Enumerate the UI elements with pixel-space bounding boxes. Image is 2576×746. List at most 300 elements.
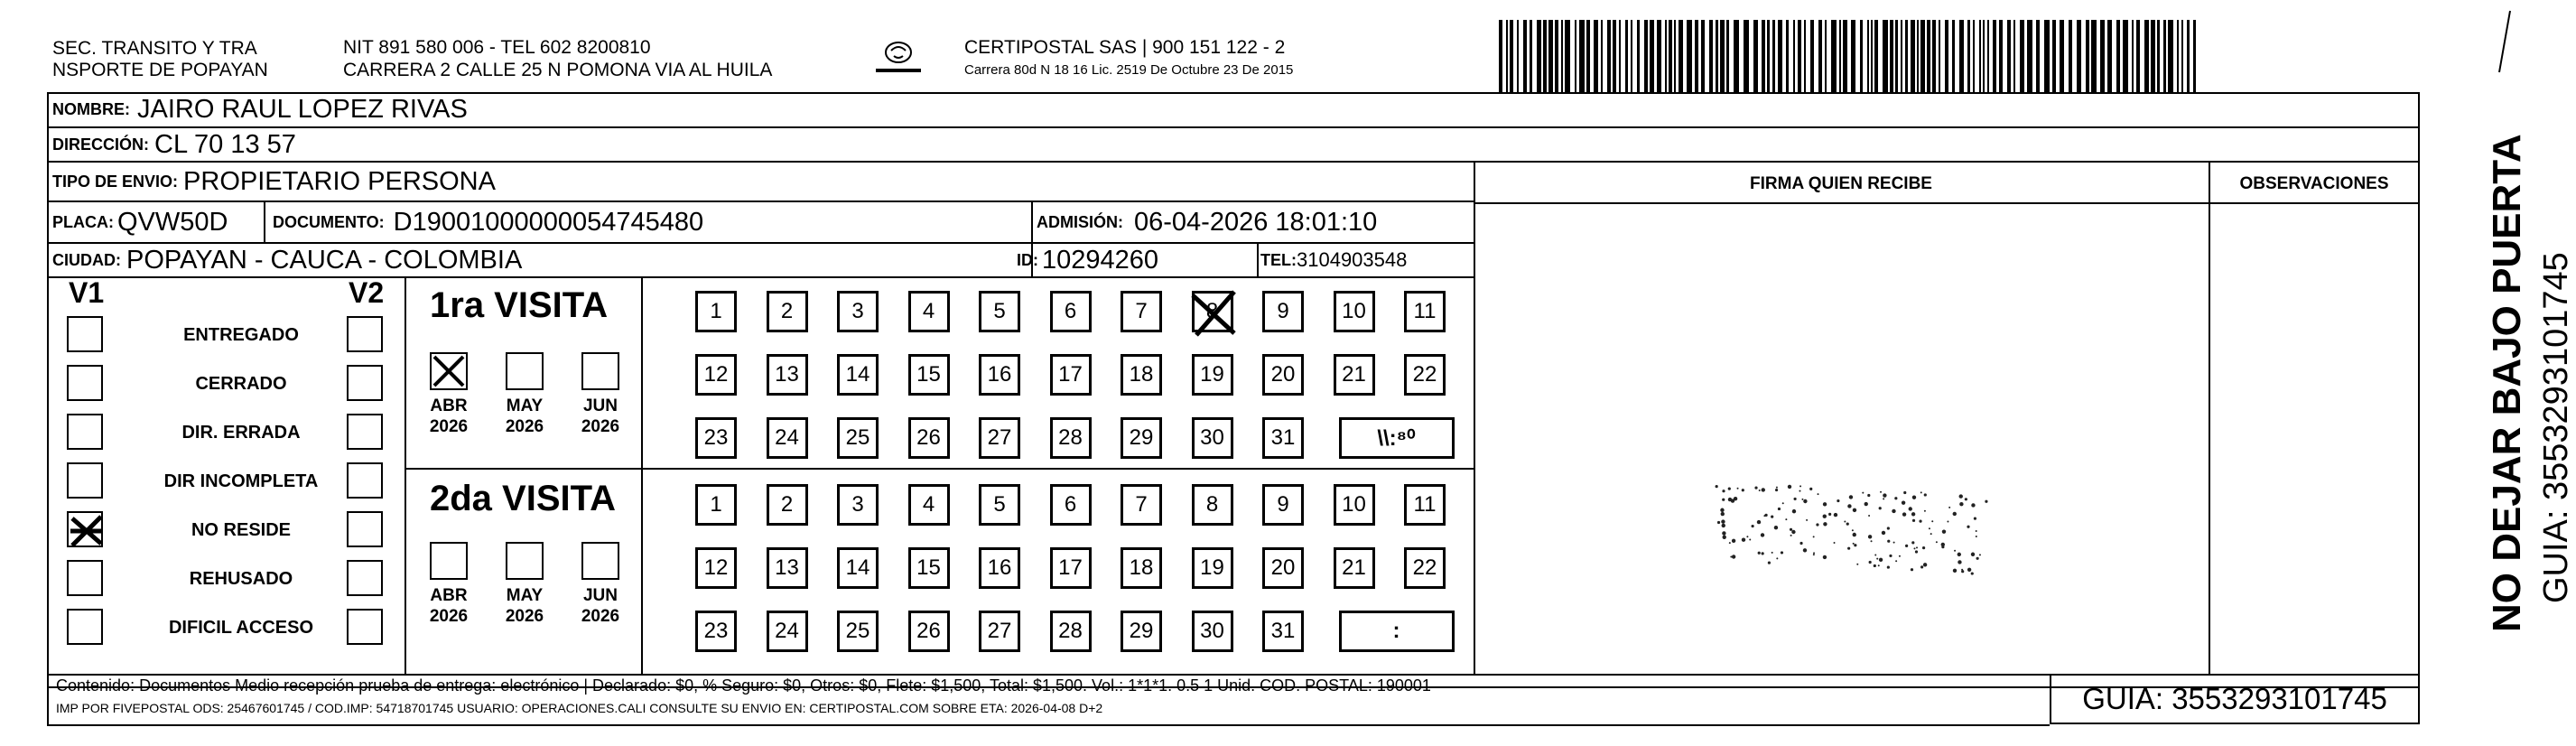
day-box-20[interactable]: 20 <box>1262 547 1304 589</box>
signature-speck <box>1911 541 1914 544</box>
status-label: NO RESIDE <box>191 520 292 540</box>
signature-speck <box>1801 499 1803 500</box>
divider <box>1031 202 1033 278</box>
guia-number: GUIA: 3553293101745 <box>2082 682 2387 715</box>
day-box-17[interactable]: 17 <box>1050 354 1092 396</box>
firma-header: FIRMA QUIEN RECIBE <box>1750 174 1932 193</box>
signature-speck <box>1967 526 1969 528</box>
day-box-10[interactable]: 10 <box>1334 291 1375 332</box>
signature-speck <box>1793 498 1796 500</box>
day-box-20[interactable]: 20 <box>1262 354 1304 396</box>
direccion-label: DIRECCIÓN: <box>52 135 149 154</box>
day-box-8[interactable] <box>1192 291 1233 332</box>
day-box-13[interactable]: 13 <box>767 354 808 396</box>
sender-contact <box>343 36 772 81</box>
day-box-18[interactable]: 18 <box>1121 354 1162 396</box>
day-box-22[interactable]: 22 <box>1404 354 1446 396</box>
signature-speck <box>1737 488 1739 490</box>
barcode-bar <box>1786 20 1789 94</box>
signature-speck <box>1930 533 1932 535</box>
signature-speck <box>1874 564 1876 567</box>
barcode-bar <box>1669 20 1672 94</box>
day-box-14[interactable]: 14 <box>837 354 879 396</box>
observaciones-header: OBSERVACIONES <box>2239 174 2389 193</box>
barcode-bar <box>1726 20 1729 94</box>
month-checkbox[interactable] <box>581 542 619 580</box>
barcode-bar <box>1825 20 1827 94</box>
v2-checkbox[interactable] <box>347 316 383 352</box>
barcode-bar <box>1945 20 1948 94</box>
barcode-bar <box>2100 20 2105 94</box>
signature-speck <box>1790 535 1792 536</box>
signature-speck <box>1778 508 1781 510</box>
day-box-30[interactable]: 30 <box>1192 611 1233 652</box>
v1-checkbox[interactable] <box>67 414 103 450</box>
day-box-5[interactable]: 5 <box>979 484 1020 526</box>
divider <box>2209 163 2210 674</box>
v1-checkbox[interactable] <box>67 316 103 352</box>
signature-speck <box>1916 546 1918 548</box>
signature-speck <box>1768 562 1771 564</box>
barcode-bar <box>1709 20 1713 94</box>
signature-speck <box>1806 519 1808 521</box>
signature-speck <box>1953 512 1957 516</box>
check-mark-icon <box>69 513 105 549</box>
barcode-bar <box>1631 20 1632 94</box>
barcode-bar <box>1987 20 1989 94</box>
day-box-31[interactable]: 31 <box>1262 417 1304 459</box>
barcode-bar <box>2157 20 2160 94</box>
signature-speck <box>1883 493 1886 497</box>
signature-speck <box>1971 572 1974 574</box>
barcode-bar <box>1979 20 1981 94</box>
signature-speck <box>1782 502 1784 504</box>
day-box-2[interactable]: 2 <box>767 291 808 332</box>
barcode-bar <box>1762 20 1765 94</box>
barcode-bar <box>1537 20 1541 94</box>
signature-speck <box>1912 496 1916 499</box>
day-box-17[interactable]: 17 <box>1050 547 1092 589</box>
barcode-bar <box>1575 20 1576 94</box>
signature-speck <box>1853 508 1856 512</box>
signature-speck <box>1942 529 1946 533</box>
divider <box>47 724 2050 726</box>
signature-speck <box>1879 507 1882 509</box>
barcode-bar <box>1674 20 1676 94</box>
barcode-bar <box>2168 20 2173 94</box>
signature-speck <box>1923 563 1927 566</box>
barcode-bar <box>1999 20 2003 94</box>
signature-speck <box>1954 550 1956 552</box>
barcode-bar <box>2163 20 2166 94</box>
barcode-bar <box>1883 20 1888 94</box>
documento-label: DOCUMENTO: <box>273 212 385 231</box>
barcode-bar <box>2036 20 2040 94</box>
signature-speck <box>1799 490 1800 492</box>
v2-checkbox[interactable] <box>347 560 383 596</box>
signature-speck <box>1919 520 1921 523</box>
signature-speck <box>1844 520 1846 522</box>
day-box-6[interactable]: 6 <box>1050 484 1092 526</box>
signature-speck <box>1924 493 1927 496</box>
signature-speck <box>1967 568 1971 572</box>
v1-checkbox[interactable] <box>67 560 103 596</box>
signature-speck <box>1985 500 1987 503</box>
barcode-bar <box>1867 20 1869 94</box>
signature-speck <box>1847 547 1850 550</box>
signature-speck <box>1809 488 1812 490</box>
day-box-28[interactable]: 28 <box>1050 611 1092 652</box>
v1-checkbox[interactable] <box>67 365 103 401</box>
barcode-bar <box>1905 20 1908 94</box>
day-box-24[interactable]: 24 <box>767 611 808 652</box>
barcode-bar <box>1952 20 1955 94</box>
day-box-1[interactable]: 1 <box>695 484 737 526</box>
barcode-bar <box>1607 20 1611 94</box>
month-year: 2026 <box>429 417 469 436</box>
barcode-bar <box>1874 20 1878 94</box>
day-box-8[interactable]: 8 <box>1192 484 1233 526</box>
side-warning: NO DEJAR BAJO PUERTA <box>2485 134 2529 632</box>
day-box-26[interactable]: 26 <box>908 611 950 652</box>
row-tipo <box>47 163 1474 202</box>
month-label: ABR <box>430 586 468 605</box>
signature-speck <box>1716 485 1718 488</box>
barcode-bar <box>1793 20 1795 94</box>
ciudad-value: POPAYAN - CAUCA - COLOMBIA <box>126 245 523 275</box>
signature-speck <box>1869 561 1872 564</box>
signature-speck <box>1878 564 1880 566</box>
barcode-bar <box>1895 20 1898 94</box>
signature-speck <box>1853 533 1856 536</box>
barcode-bar <box>2027 20 2032 94</box>
divider <box>405 468 1474 470</box>
day-box-13[interactable]: 13 <box>767 547 808 589</box>
signature-speck <box>1868 515 1870 517</box>
barcode-bar <box>2193 20 2196 94</box>
v2-header: V2 <box>349 276 385 309</box>
day-box-4[interactable]: 4 <box>908 484 950 526</box>
day-box-9[interactable]: 9 <box>1262 291 1304 332</box>
signature-speck <box>1871 540 1873 542</box>
barcode-bar <box>1657 20 1661 94</box>
barcode-bar <box>1523 20 1527 94</box>
barcode-bar <box>2123 20 2128 94</box>
signature-speck <box>1853 543 1855 545</box>
day-box-27[interactable]: 27 <box>979 611 1020 652</box>
signature-speck <box>1776 557 1778 559</box>
status-label: CERRADO <box>195 374 287 394</box>
divider <box>264 202 265 244</box>
day-box-15[interactable]: 15 <box>908 354 950 396</box>
tipo-value: PROPIETARIO PERSONA <box>183 166 496 196</box>
barcode-bar <box>1665 20 1667 94</box>
day-box-11[interactable]: 11 <box>1404 291 1446 332</box>
day-box-4[interactable]: 4 <box>908 291 950 332</box>
time-box[interactable]: \\:⁸⁰ <box>1339 417 1455 459</box>
day-box-11[interactable]: 11 <box>1404 484 1446 526</box>
barcode-bar <box>1860 20 1863 94</box>
barcode-bar <box>1932 20 1936 94</box>
signature-speck <box>1759 490 1761 491</box>
signature-speck <box>1771 516 1773 518</box>
day-box-27[interactable]: 27 <box>979 417 1020 459</box>
tel-label: TEL: <box>1260 250 1297 269</box>
v2-checkbox[interactable] <box>347 365 383 401</box>
signature-speck <box>1902 500 1905 504</box>
day-box-29[interactable]: 29 <box>1121 611 1162 652</box>
side-guia: GUIA: 3553293101745 <box>2537 252 2575 603</box>
v1-checkbox[interactable] <box>67 511 103 547</box>
day-box-5[interactable]: 5 <box>979 291 1020 332</box>
signature-speck <box>1941 546 1944 548</box>
day-box-1[interactable]: 1 <box>695 291 737 332</box>
signature-speck <box>1854 544 1856 546</box>
signature-speck <box>1958 560 1961 564</box>
day-box-29[interactable]: 29 <box>1121 417 1162 459</box>
day-box-30[interactable]: 30 <box>1192 417 1233 459</box>
signature-speck <box>1947 520 1948 522</box>
day-box-12[interactable]: 12 <box>695 547 737 589</box>
signature-speck <box>1880 491 1882 493</box>
sender-line-2: NSPORTE DE POPAYAN <box>52 60 268 80</box>
documento-value: D19001000000054745480 <box>393 207 704 237</box>
day-box-21[interactable]: 21 <box>1334 354 1375 396</box>
month-checkbox[interactable] <box>581 352 619 390</box>
signature-speck <box>1874 554 1876 555</box>
signature-speck <box>1818 493 1819 495</box>
signature-speck <box>1979 554 1981 555</box>
barcode-bar <box>1687 20 1692 94</box>
barcode-bar <box>1851 20 1855 94</box>
signature-speck <box>1959 502 1963 506</box>
day-box-3[interactable]: 3 <box>837 484 879 526</box>
barcode-bar <box>2181 20 2183 94</box>
barcode-bar <box>1543 20 1547 94</box>
pen-mark <box>2483 9 2519 81</box>
month-checkbox[interactable] <box>506 352 544 390</box>
signature-speck <box>1882 531 1885 535</box>
day-box-21[interactable]: 21 <box>1334 547 1375 589</box>
signature-speck <box>1732 539 1735 543</box>
v2-checkbox[interactable] <box>347 414 383 450</box>
divider <box>1257 244 1259 278</box>
barcode-bar <box>1530 20 1532 94</box>
barcode-bar <box>1701 20 1705 94</box>
day-box-25[interactable]: 25 <box>837 417 879 459</box>
signature-speck <box>1852 529 1854 531</box>
day-box-25[interactable]: 25 <box>837 611 879 652</box>
id-label: ID: <box>1017 250 1038 269</box>
signature-speck <box>1837 499 1839 502</box>
carrier-block <box>964 36 1293 81</box>
signature-speck <box>1721 519 1725 523</box>
signature-speck <box>1792 509 1796 513</box>
barcode-bar <box>1993 20 1996 94</box>
signature-speck <box>1754 487 1757 490</box>
barcode-bar <box>2007 20 2011 94</box>
signature-speck <box>1799 542 1802 545</box>
day-box-7[interactable]: 7 <box>1121 484 1162 526</box>
sender-block <box>52 38 268 81</box>
placa-value: QVW50D <box>117 207 228 237</box>
signature-speck <box>1867 494 1870 497</box>
barcode-bar <box>2077 20 2081 94</box>
signature-speck <box>1883 498 1884 499</box>
day-box-14[interactable]: 14 <box>837 547 879 589</box>
day-box-31[interactable]: 31 <box>1262 611 1304 652</box>
signature-speck <box>1723 536 1726 539</box>
check-mark-icon <box>432 354 466 388</box>
carrier-address: Carrera 80d N 18 16 Lic. 2519 De Octubre 23 De 2015 <box>964 62 1294 78</box>
month-label: MAY <box>506 396 544 415</box>
barcode <box>1499 20 2194 94</box>
day-box-23[interactable]: 23 <box>695 417 737 459</box>
signature-speck <box>1803 548 1807 552</box>
signature-mark <box>1697 470 2023 578</box>
signature-speck <box>1915 550 1918 553</box>
signature-speck <box>1757 520 1761 524</box>
signature-speck <box>1828 513 1831 516</box>
day-box-2[interactable]: 2 <box>767 484 808 526</box>
barcode-bar <box>1843 20 1847 94</box>
month-checkbox[interactable] <box>430 352 468 390</box>
barcode-bar <box>1967 20 1970 94</box>
month-checkbox[interactable] <box>430 542 468 580</box>
day-box-3[interactable]: 3 <box>837 291 879 332</box>
signature-speck <box>1775 489 1778 491</box>
barcode-bar <box>1644 20 1648 94</box>
signature-speck <box>1961 570 1964 573</box>
v1-checkbox[interactable] <box>67 462 103 499</box>
v2-checkbox[interactable] <box>347 462 383 499</box>
signature-speck <box>1971 503 1975 507</box>
direccion-value: CL 70 13 57 <box>154 129 296 159</box>
day-box-16[interactable]: 16 <box>979 354 1020 396</box>
v1-checkbox[interactable] <box>67 609 103 645</box>
day-box-6[interactable]: 6 <box>1050 291 1092 332</box>
signature-speck <box>1781 551 1783 554</box>
month-year: 2026 <box>429 607 469 626</box>
signature-speck <box>1734 497 1737 500</box>
month-year: 2026 <box>505 607 544 626</box>
day-box-28[interactable]: 28 <box>1050 417 1092 459</box>
signature-speck <box>1922 546 1925 549</box>
nombre-value: JAIRO RAUL LOPEZ RIVAS <box>137 94 468 124</box>
barcode-bar <box>1818 20 1822 94</box>
barcode-bar <box>1839 20 1841 94</box>
signature-speck <box>1774 526 1778 529</box>
barcode-bar <box>1911 20 1915 94</box>
day-box-10[interactable]: 10 <box>1334 484 1375 526</box>
day-box-19[interactable]: 19 <box>1192 547 1233 589</box>
signature-speck <box>1791 530 1795 534</box>
signature-speck <box>1813 552 1815 554</box>
signature-speck <box>1913 547 1915 549</box>
signature-speck <box>1948 507 1950 508</box>
day-box-15[interactable]: 15 <box>908 547 950 589</box>
signature-speck <box>1816 523 1818 526</box>
barcode-bar <box>2116 20 2120 94</box>
barcode-bar <box>1798 20 1801 94</box>
day-box-7[interactable]: 7 <box>1121 291 1162 332</box>
signature-speck <box>1730 556 1732 558</box>
signature-speck <box>1823 522 1827 526</box>
barcode-bar <box>1983 20 1985 94</box>
barcode-bar <box>2020 20 2024 94</box>
signature-speck <box>1834 542 1836 544</box>
status-label: DIR. ERRADA <box>181 423 301 443</box>
barcode-bar <box>1871 20 1873 94</box>
divider <box>47 674 49 724</box>
signature-speck <box>1862 492 1864 494</box>
signature-speck <box>1953 569 1957 573</box>
barcode-bar <box>2151 20 2155 94</box>
day-box-16[interactable]: 16 <box>979 547 1020 589</box>
tel-value: 3104903548 <box>1297 248 1408 271</box>
signature-speck <box>1912 519 1915 522</box>
barcode-bar <box>2060 20 2064 94</box>
month-label: MAY <box>506 586 544 605</box>
signature-speck <box>1899 555 1901 557</box>
signature-speck <box>1868 535 1872 538</box>
signature-speck <box>1761 533 1764 536</box>
time-box[interactable]: : <box>1339 611 1455 652</box>
barcode-bar <box>1901 20 1902 94</box>
signature-speck <box>1911 568 1913 571</box>
barcode-bar <box>1927 20 1930 94</box>
barcode-bar <box>1734 20 1739 94</box>
day-box-22[interactable]: 22 <box>1404 547 1446 589</box>
barcode-bar <box>1767 20 1770 94</box>
signature-speck <box>1803 499 1807 503</box>
signature-speck <box>1876 558 1878 560</box>
signature-speck <box>1732 555 1735 558</box>
barcode-bar <box>2086 20 2089 94</box>
signature-speck <box>1894 497 1897 499</box>
signature-speck <box>1974 518 1976 520</box>
barcode-bar <box>1720 20 1725 94</box>
signature-speck <box>1722 490 1725 492</box>
barcode-bar <box>1499 20 1502 94</box>
signature-speck <box>1834 513 1837 517</box>
day-box-23[interactable]: 23 <box>695 611 737 652</box>
month-checkbox[interactable] <box>506 542 544 580</box>
v2-checkbox[interactable] <box>347 609 383 645</box>
barcode-bar <box>2144 20 2149 94</box>
barcode-bar <box>1510 20 1513 94</box>
day-box-26[interactable]: 26 <box>908 417 950 459</box>
day-box-12[interactable]: 12 <box>695 354 737 396</box>
day-box-24[interactable]: 24 <box>767 417 808 459</box>
month-year: 2026 <box>581 607 620 626</box>
divider <box>1474 163 1475 674</box>
signature-speck <box>1722 499 1725 501</box>
signature-speck <box>1846 523 1849 526</box>
status-label: DIFICIL ACCESO <box>168 618 313 638</box>
day-box-9[interactable]: 9 <box>1262 484 1304 526</box>
day-box-19[interactable]: 19 <box>1192 354 1233 396</box>
barcode-bar <box>1579 20 1585 94</box>
signature-speck <box>1903 491 1906 494</box>
day-box-18[interactable]: 18 <box>1121 547 1162 589</box>
v2-checkbox[interactable] <box>347 511 383 547</box>
address-line: CARRERA 2 CALLE 25 N POMONA VIA AL HUILA <box>343 60 773 80</box>
signature-speck <box>1823 502 1827 506</box>
month-label: ABR <box>430 396 468 415</box>
visit1-title: 1ra VISITA <box>430 285 609 325</box>
month-year: 2026 <box>581 417 620 436</box>
